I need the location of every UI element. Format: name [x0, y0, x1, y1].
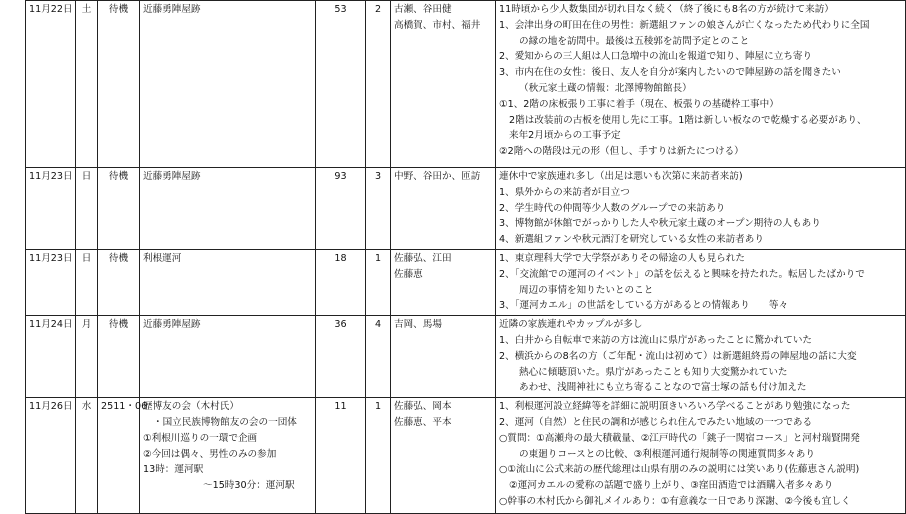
staff-line: 吉岡、馬場	[394, 319, 442, 331]
note-line: 2、愛知からの三人組は人口急増中の流山を報道で知り、陣屋に立ち寄り	[499, 51, 813, 63]
staff-line: 中野、谷田か、匝訪	[394, 171, 481, 182]
notes-cell	[496, 398, 906, 514]
weekday-cell: 日	[76, 168, 98, 250]
table-row	[26, 168, 906, 250]
table-row	[26, 316, 906, 398]
note-line: の東廻りコースとの比較、③利根運河通行規制等の関連質問多々あり	[519, 448, 815, 460]
note-line: 2階は改装前の古板を使用し先に工事。1階は新しい板なので乾燥する必要があり、	[509, 114, 867, 126]
date-cell: 11月23日	[26, 250, 76, 316]
note-line: 4、新選組ファンや秋元酒汀を研究している女性の来訪者あり	[499, 234, 764, 246]
status-cell: 待機	[98, 168, 140, 250]
place-cell: 近藤勇陣屋跡	[140, 1, 316, 168]
status-cell: 待機	[98, 1, 140, 168]
visitors-cell: 93	[316, 168, 366, 250]
staff-count-cell: 4	[366, 316, 391, 398]
note-line: ②2階への階段は元の形（但し、手すりは新たにつける）	[499, 146, 744, 158]
note-line: 周辺の事情を知りたいとのこと	[519, 284, 654, 296]
note-line: 1、白井から自転車で来訪の方は流山に県庁があったことに驚かれていた	[499, 334, 813, 346]
date-cell: 11月22日	[26, 1, 76, 168]
place-cell	[140, 398, 316, 514]
weekday-cell: 水	[76, 398, 98, 514]
notes-cell	[496, 250, 906, 316]
table-row	[26, 398, 906, 514]
status-cell: 待機	[98, 316, 140, 398]
staff-line: 佐藤弘、江田	[394, 253, 452, 264]
visitors-cell: 11	[316, 398, 366, 514]
status-cell: 待機	[98, 250, 140, 316]
note-line: （秋元家土蔵の情報：北澤博物館館長）	[519, 82, 692, 94]
note-line: 1、県外からの来訪者が目立つ	[499, 186, 630, 198]
note-line: 3、博物館が休館でがっかりした人や秋元家土蔵のオープン期待の人もあり	[499, 218, 821, 230]
visitors-cell: 36	[316, 316, 366, 398]
note-line: ○①流山に公式来訪の歴代総理は山県有朋のみの説明には笑いあり(佐藤恵さん説明)	[499, 464, 860, 476]
staff-cell	[391, 398, 496, 514]
note-line: の縁の地を訪問中。最後は五稜郭を訪問予定とのこと	[519, 35, 750, 47]
visitors-cell: 53	[316, 1, 366, 168]
place-line: 歴博友の会（木村氏）	[143, 401, 239, 413]
date-cell: 11月26日	[26, 398, 76, 514]
place-line: 〜15時30分：運河駅	[203, 480, 295, 492]
note-line: 3、「運河カエル」の世話をしている方があるとの情報あり 等々	[499, 300, 789, 312]
note-line: 11時頃から少人数集団が切れ目なく続く（終了後にも8名の方が続けて来訪）	[499, 4, 834, 15]
note-line: 1、会津出身の町田在住の男性：新選組ファンの娘さんが亡くなったため代わりに全国	[499, 19, 870, 31]
note-line: 3、市内在住の女性：後日、友人を自分が案内したいので陣屋跡の話を聞きたい	[499, 67, 841, 79]
staff-line: 佐藤弘、岡本	[394, 401, 452, 413]
staff-line: 高橋賀、市村、福井	[394, 19, 481, 31]
notes-cell	[496, 316, 906, 398]
weekday-cell: 日	[76, 250, 98, 316]
note-line: 熱心に傾聴頂いた。県庁があったことも知り大変驚かれていた	[519, 366, 788, 378]
table-row	[26, 250, 906, 316]
note-line: 近隣の家族連れやカップルが多し	[499, 319, 643, 331]
staff-cell	[391, 250, 496, 316]
note-line: ○質問：①高瀬舟の最大積載量、②江戸時代の「銚子一関宿コース」と河村瑞賢開発	[499, 432, 860, 444]
place-line: 13時：運河駅	[143, 464, 204, 476]
visitor-log-table	[25, 0, 906, 514]
place-line: ②今回は偶々、男性のみの参加	[143, 448, 277, 460]
staff-count-cell: 1	[366, 398, 391, 514]
note-line: ○幹事の木村氏から御礼メイルあり：①有意義な一日であり深謝、②今後も宜しく	[499, 495, 851, 507]
place-cell: 利根運河	[140, 250, 316, 316]
note-line: 1、東京理科大学で大学祭がありその帰途の人も見られた	[499, 253, 745, 264]
notes-cell	[496, 1, 906, 168]
note-line: ②運河カエルの愛称の話題で盛り上がり、③窪田酒造では酒購入者多々あり	[509, 480, 834, 492]
staff-cell	[391, 316, 496, 398]
table-row	[26, 1, 906, 168]
staff-count-cell: 1	[366, 250, 391, 316]
note-line: 2、学生時代の仲間等少人数のグループでの来訪あり	[499, 202, 726, 214]
note-line: ①1、2階の床板張り工事に着手（現在、板張りの基礎枠工事中）	[499, 98, 779, 110]
place-line: ・国立民族博物館友の会の一団体	[153, 416, 297, 428]
weekday-cell: 土	[76, 1, 98, 168]
staff-cell	[391, 168, 496, 250]
place-cell: 近藤勇陣屋跡	[140, 168, 316, 250]
note-line: あわせ、浅間神社にも立ち寄ることなので富士塚の話も付け加えた	[519, 382, 807, 394]
status-cell: 2511・06	[98, 398, 140, 514]
weekday-cell: 月	[76, 316, 98, 398]
report-sheet	[25, 0, 900, 511]
date-cell: 11月24日	[26, 316, 76, 398]
note-line: 来年2月頃からの工事予定	[509, 130, 621, 142]
staff-line: 佐藤恵	[394, 268, 423, 280]
staff-count-cell: 3	[366, 168, 391, 250]
note-line: 2、横浜からの8名の方（ご年配・流山は初めて）は新選組終焉の陣屋地の話に大変	[499, 350, 857, 362]
staff-cell	[391, 1, 496, 168]
note-line: 2、運河（自然）と住民の調和が感じられ住んでみたい地域の一つである	[499, 416, 813, 428]
note-line: 連休中で家族連れ多し（出足は悪いも次第に来訪者来訪)	[499, 171, 743, 182]
notes-cell	[496, 168, 906, 250]
staff-line: 古瀬、谷田健	[394, 4, 452, 15]
staff-count-cell: 2	[366, 1, 391, 168]
place-cell: 近藤勇陣屋跡	[140, 316, 316, 398]
note-line: 2、「交流館での運河のイベント」の話を伝えると興味を持たれた。転居したばかりで	[499, 268, 865, 280]
date-cell: 11月23日	[26, 168, 76, 250]
visitors-cell: 18	[316, 250, 366, 316]
place-line: ①利根川巡りの一環で企画	[143, 432, 258, 444]
note-line: 1、利根運河設立経緯等を詳細に説明頂きいろいろ学べることがあり勉強になった	[499, 401, 851, 413]
staff-line: 佐藤恵、平本	[394, 416, 452, 428]
